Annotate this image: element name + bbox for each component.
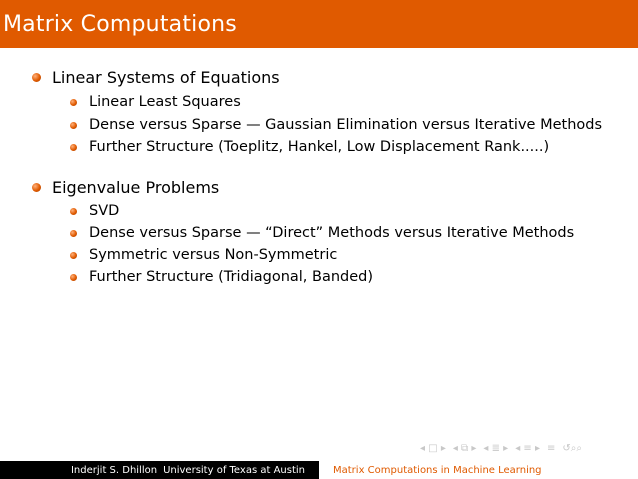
- bullet-icon: [70, 99, 77, 106]
- bullet-icon: [70, 208, 77, 215]
- list-item: [70, 94, 241, 110]
- list-item-text: Further Structure (Tridiagonal, Banded): [89, 269, 374, 285]
- list-item: [70, 139, 549, 155]
- footer-right: [319, 461, 638, 479]
- bullet-icon: [70, 230, 77, 237]
- bullet-icon: [32, 73, 41, 82]
- title-bar: [0, 0, 638, 48]
- list-item: [70, 225, 574, 241]
- list-item: [70, 269, 373, 285]
- list-item: [70, 117, 602, 133]
- beamer-navigation: [420, 443, 582, 454]
- bullet-icon: [70, 122, 77, 129]
- bullet-icon: [70, 144, 77, 151]
- bullet-icon: [70, 274, 77, 281]
- section-linear-systems: [32, 68, 280, 87]
- nav-frame-prev-icon[interactable]: ◂ ⧉ ▸: [452, 443, 477, 454]
- list-item: [70, 203, 119, 219]
- list-item: [70, 247, 337, 263]
- nav-first-icon[interactable]: ◂ □ ▸: [420, 443, 446, 454]
- list-item-text: Linear Least Squares: [89, 94, 241, 110]
- list-item-text: SVD: [89, 203, 120, 219]
- footer-institution: University of Texas at Austin: [163, 464, 305, 476]
- page-title: Matrix Computations: [3, 11, 237, 37]
- footer-talk-title: Matrix Computations in Machine Learning: [333, 464, 542, 476]
- section-label: Eigenvalue Problems: [52, 178, 220, 197]
- footer-left: [0, 461, 319, 479]
- footer-author: Inderjit S. Dhillon: [70, 464, 158, 476]
- list-item-text: Symmetric versus Non-Symmetric: [89, 247, 338, 263]
- footer: [0, 461, 638, 479]
- list-item-text: Dense versus Sparse — Gaussian Elimination versus Iterative Methods: [89, 117, 603, 133]
- section-label: Linear Systems of Equations: [52, 68, 280, 87]
- list-item-text: Dense versus Sparse — “Direct” Methods versus Iterative Methods: [89, 225, 575, 241]
- nav-subsection-icon[interactable]: ◂ ≡ ▸: [515, 443, 540, 454]
- section-eigenvalue-problems: [32, 178, 219, 197]
- list-item-text: Further Structure (Toeplitz, Hankel, Low Displacement Rank.....): [89, 139, 550, 155]
- nav-search-icon[interactable]: ↺⌕⌕: [562, 443, 582, 454]
- bullet-icon: [70, 252, 77, 259]
- bullet-icon: [32, 183, 41, 192]
- nav-section-icon[interactable]: ◂ ≣ ▸: [483, 443, 509, 454]
- nav-align-icon[interactable]: ≡: [546, 443, 556, 454]
